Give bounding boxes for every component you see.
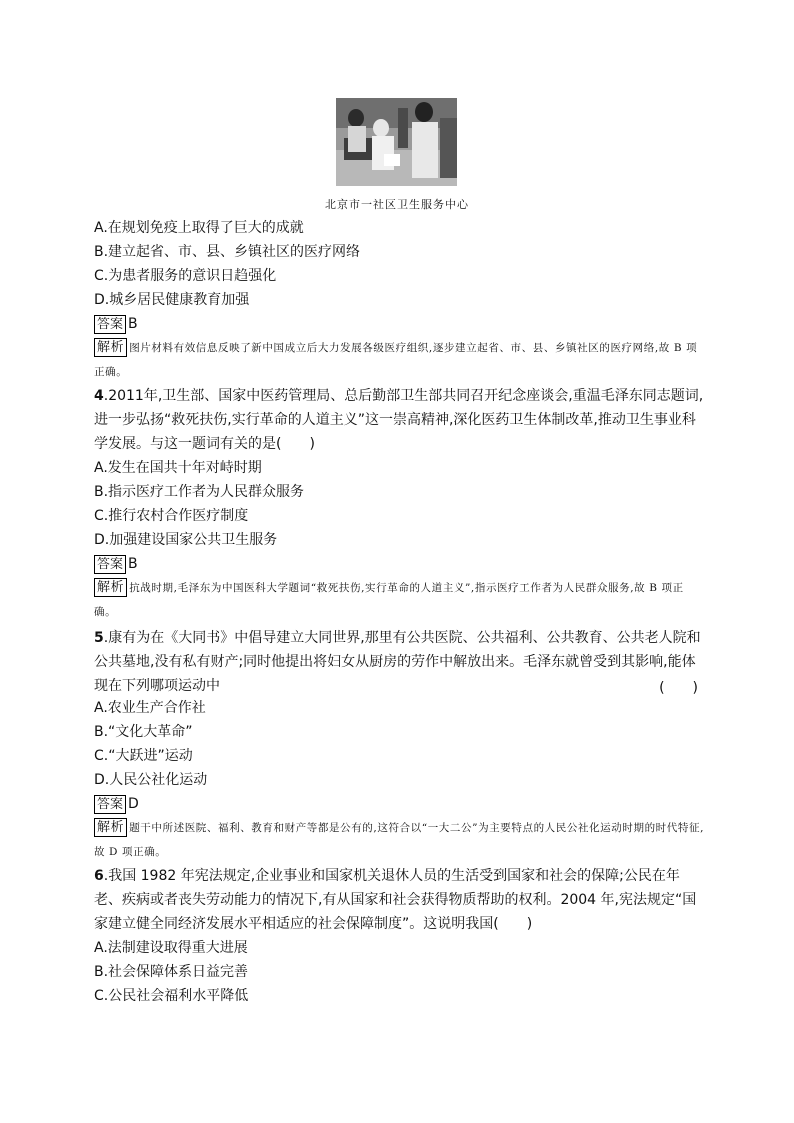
q4-option-c: C.推行农村合作医疗制度 [94,508,249,524]
q3-option-d: D.城乡居民健康教育加强 [94,292,250,308]
q6-option-a: A.法制建设取得重大进展 [94,940,248,956]
q5-analysis [94,816,704,864]
question-text: .我国 1982 年宪法规定,企业事业和国家机关退休人员的生活受到国家和社会的保障;公民在年老、疾病或者丧失劳动能力的情况下,有从国家和社会获得物质帮助的权利。2004 年,宪法规定“国家建立健全同经济发展水平相适应的社会保障制度”。这说明我国( ) [94,868,697,932]
q3-answer [94,314,138,334]
question-number: 6 [94,868,104,884]
analysis-label: 解析 [94,338,127,357]
answer-label: 答案 [94,795,126,814]
clinic-photo-illustration [336,98,457,186]
figure-caption: 北京市一社区卫生服务中心 [325,198,469,211]
question-text: .2011年,卫生部、国家中医药管理局、总后勤部卫生部共同召开纪念座谈会,重温毛泽东同志题词,进一步弘扬“救死扶伤,实行革命的人道主义”这一崇高精神,深化医药卫生体制改革,推动卫生事业科学发展。与这一题词有关的是( ) [94,388,704,452]
analysis-text: 题干中所述医院、福利、教育和财产等都是公有的,这符合以“一大二公”为主要特点的人民公社化运动时期的时代特征,故 D 项正确。 [94,822,705,858]
q4-answer [94,554,138,574]
question-text: .康有为在《大同书》中倡导建立大同世界,那里有公共医院、公共福利、公共教育、公共老人院和公共墓地,没有私有财产;同时他提出将妇女从厨房的劳作中解放出来。毛泽东就曾受到其影响,能体现在下列哪项运动中 [94,630,701,694]
analysis-label: 解析 [94,578,127,597]
q4-stem [94,384,704,456]
clinic-photo [336,98,457,186]
answer-value: D [128,796,139,812]
q6-option-c: C.公民社会福利水平降低 [94,988,249,1004]
q5-option-a: A.农业生产合作社 [94,700,206,716]
q5-option-c: C.“大跃进”运动 [94,748,193,764]
q4-option-b: B.指示医疗工作者为人民群众服务 [94,484,305,500]
q6-stem [94,864,704,936]
answer-label: 答案 [94,315,126,334]
analysis-label: 解析 [94,818,127,837]
q5-answer-bracket: ( ) [659,680,698,696]
q3-option-c: C.为患者服务的意识日趋强化 [94,268,277,284]
q4-option-a: A.发生在国共十年对峙时期 [94,460,262,476]
analysis-text: 抗战时期,毛泽东为中国医科大学题词“救死扶伤,实行革命的人道主义”,指示医疗工作者为人民群众服务,故 B 项正确。 [94,582,684,618]
q5-answer [94,794,139,814]
analysis-text: 图片材料有效信息反映了新中国成立后大力发展各级医疗组织,逐步建立起省、市、县、乡镇社区的医疗网络,故 B 项正确。 [94,342,698,378]
question-number: 5 [94,630,104,646]
q3-option-a: A.在规划免疫上取得了巨大的成就 [94,220,304,236]
question-number: 4 [94,388,104,404]
q3-option-b: B.建立起省、市、县、乡镇社区的医疗网络 [94,244,361,260]
q5-stem [94,626,704,698]
q5-option-b: B.“文化大革命” [94,724,193,740]
answer-label: 答案 [94,555,126,574]
q6-option-b: B.社会保障体系日益完善 [94,964,249,980]
answer-value: B [128,556,138,572]
answer-value: B [128,316,138,332]
q3-analysis [94,336,704,384]
q4-option-d: D.加强建设国家公共卫生服务 [94,532,278,548]
q5-option-d: D.人民公社化运动 [94,772,208,788]
q4-analysis [94,576,704,624]
